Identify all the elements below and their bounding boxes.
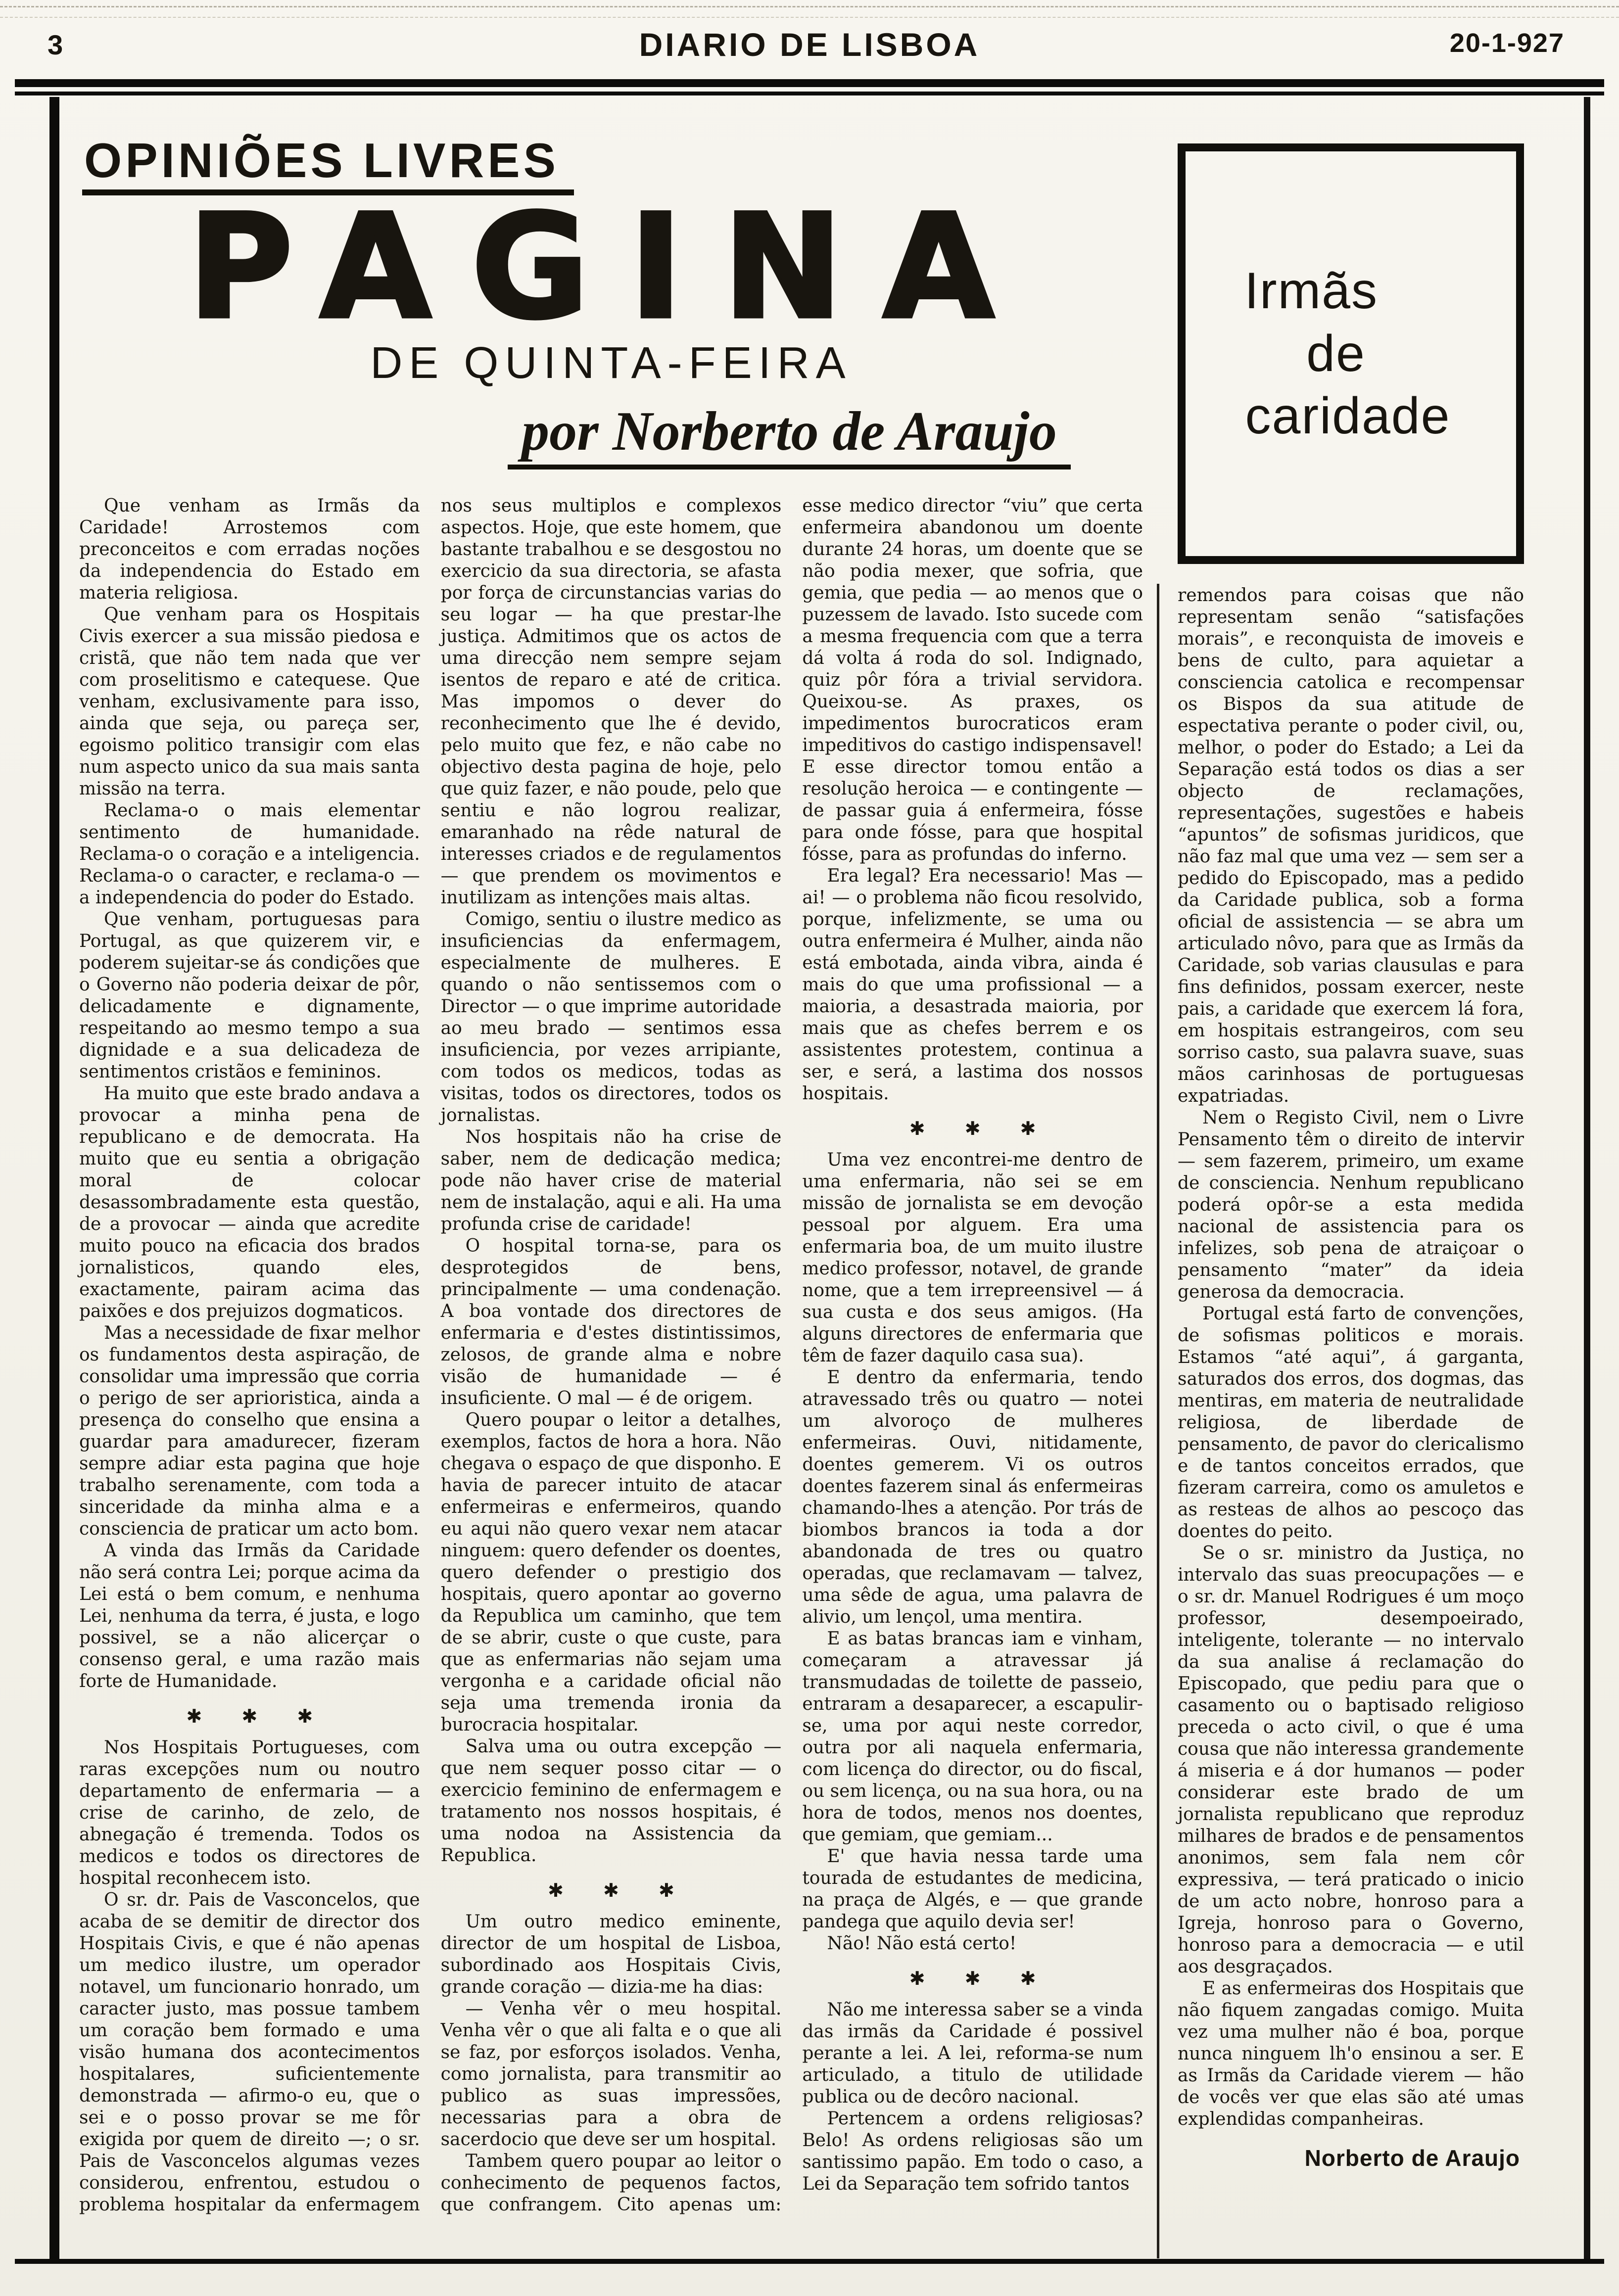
newspaper-title: DIARIO DE LISBOA	[639, 26, 980, 63]
issue-date: 20-1-927	[1449, 28, 1565, 58]
article-paragraph: remendos para coisas que não representam senão “satisfações morais”, e reconquista de imoveis e bens de culto, para aquietar a consciencia catolica e recompensar os Bispos da sua atitude de espectativa perante o poder civil, ou, melhor, o poder do Estado; a Lei da Separação está todos os dias a ser objecto de reclamações, representações, sugestões e habeis “apuntos” de sofismas juridicos, que não faz mal que uma vez — sem ser a pedido do Episcopado, mas a pedido da Caridade publica, sob a forma oficial de assistencia — se abra um articulado nôvo, para que as Irmãs da Caridade, sob varias clausulas e para fins definidos, possam exercer, neste pais, a caridade que exercem lá fora, em hospitais estrangeiros, com seu sorriso casto, sua palavra suave, suas mãos carinhosas de portuguesas expatriadas.	[1178, 585, 1524, 1106]
section-separator: ✱ ✱ ✱	[909, 1967, 1053, 1989]
section-separator: ✱ ✱ ✱	[548, 1879, 691, 1901]
article-continuation-column	[1178, 585, 1524, 2169]
article-paragraph: Tambem quero poupar ao leitor o conhecimento de pequenos factos, que confrangem. Cito apenas um: esse medico director “viu” que certa enfermeira abandonou um doente durante 24 horas, um doente que se não podia mexer, que sofria, que gemia, que pedia — ao menos que o puzessem de lavado. Isto sucede com a mesma frequencia com que a terra dá volta á roda do sol. Indignado, quiz pôr fóra a trivial servidora. Queixou-se. As praxes, os impedimentos burocraticos eram impeditivos do castigo indispensavel! E esse director tomou então a resolução heroica — e contingente — de passar guia á enfermeira, fósse para onde fósse, para que hospital fósse, para as profundas do inferno.	[440, 495, 1143, 2215]
article-paragraph: Nos Hospitais Portugueses, com raras excepções num ou noutro departamento de enfermaria — a crise de carinho, de zelo, de abnegação é tremenda. Todos os medicos e todos os directores de hospital reconhecem isto.	[79, 1737, 420, 1888]
right-frame-rule	[1584, 97, 1590, 2261]
article-paragraph: Nem o Registo Civil, nem o Livre Pensamento têm o direito de intervir — sem fazerem, primeiro, um exame de consciencia. Nenhum republicano poderá opôr-se a esta medida nacional de assistencia para os infelizes, sob pena de atraiçoar o pensamento “mater” da ideia generosa da democracia.	[1178, 1108, 1524, 1302]
section-separator: ✱ ✱ ✱	[909, 1117, 1053, 1139]
article-headline: PAGINA	[188, 184, 1035, 351]
article-paragraph: Ha muito que este brado andava a provocar a minha pena de republicano e de democrata. Ha muito que eu sentia a obrigação moral de colocar desassombradamente esta questão, de a provocar — ainda que acredite muito pouco na eficacia dos brados jornalisticos, quando eles, exactamente, pairam acima das paixões e dos prejuizos dogmaticos.	[79, 1083, 420, 1321]
article-paragraph: A vinda das Irmãs da Caridade não será contra Lei; porque acima da Lei está o bem comum, e nenhuma Lei, nenhuma da terra, é justa, e logo possivel, se a não alicerçar o consenso geral, e uma razão mais forte de Humanidade.	[79, 1540, 420, 1691]
author-signature: Norberto de Araujo	[1304, 2145, 1520, 2171]
page-content	[79, 109, 1524, 2216]
article-paragraph: — Venha vêr o meu hospital. Venha vêr o que ali falta e o que ali se faz, por esforços isolados. Venha, como jornalista, para transmitir ao publico as suas impressões, necessarias para a obra de sacerdocio que deve ser um hospital.	[440, 1998, 782, 2150]
article-paragraph: Uma vez encontrei-me dentro de uma enfermaria, não sei se em missão de jornalista se em devoção pessoal por alguem. Era uma enfermaria boa, de um muito ilustre medico professor, notavel, de grande nome, que a tem irrepreensivel — á sua custa e dos seus amigos. (Ha alguns directores de enfermaria que têm de fazer daquilo casa sua).	[802, 1149, 1143, 1366]
article-paragraph: Que venham para os Hospitais Civis exercer a sua missão piedosa e cristã, que não tem nada que ver com proselitismo e catequese. Que venham, exclusivamente para isso, ainda que seja, ou pareça ser, egoismo politico transigir com elas num aspecto unico da sua mais santa missão na terra.	[79, 604, 420, 799]
article-paragraph: Que venham, portuguesas para Portugal, as que quizerem vir, e poderem sujeitar-se ás condições que o Governo não poderia deixar de pôr, delicadamente e dignamente, respeitando ao mesmo tempo a sua dignidade e a sua delicadeza de sentimentos cristãos e femininos.	[79, 909, 420, 1082]
article-paragraph: Reclama-o o mais elementar sentimento de humanidade. Reclama-o o coração e a inteligencia. Reclama-o o caracter, e reclama-o — a independencia do poder do Estado.	[79, 800, 420, 908]
section-separator: ✱ ✱ ✱	[186, 1705, 330, 1727]
column-divider-rule	[1157, 584, 1159, 2258]
right-column	[1178, 109, 1524, 2216]
article-byline: por Norberto de Araujo	[508, 401, 1071, 469]
top-dashed-rule	[0, 6, 1619, 7]
article-subheadline: DE QUINTA-FEIRA	[370, 338, 852, 388]
article-paragraph: Salva uma ou outra excepção — que nem sequer posso citar — o exercicio feminino de enfermagem e tratamento nos nossos hospitais, é uma nodoa na Assistencia da Republica.	[440, 1736, 782, 1866]
article-paragraph: Mas a necessidade de fixar melhor os fundamentos desta aspiração, de consolidar uma impressão que corria o perigo de ser aprioristica, ainda a presença do conselho que ensina a guardar para amadurecer, fizeram sempre adiar esta pagina que hoje trabalho serenamente, com toda a sinceridade da minha alma e a consciencia de praticar um acto bom.	[79, 1322, 420, 1539]
bottom-frame-rule	[15, 2259, 1604, 2264]
section-kicker: OPINIÕES LIVRES	[82, 136, 574, 195]
top-dashed-rule-2	[0, 17, 1619, 18]
main-article-section	[79, 109, 1143, 2216]
article-paragraph: Pertencem a ordens religiosas? Belo! As ordens religiosas são um santissimo papão. Em todo o caso, a Lei da Separação tem sofrido tantos	[802, 2108, 1143, 2194]
sidebox-line: de	[1306, 325, 1366, 382]
left-frame-rule	[49, 97, 59, 2264]
page-number: 3	[48, 29, 63, 60]
article-paragraph: Um outro medico eminente, director de um hospital de Lisboa, subordinado aos Hospitais Civis, grande coração — dizia-me ha dias:	[440, 1911, 782, 1997]
article-paragraph: Quero poupar o leitor a detalhes, exemplos, factos de hora a hora. Não chegava o espaço de que disponho. E havia de parecer intuito de atacar enfermeiras e enfermeiros, quando eu aqui não quero vexar nem atacar ninguem: quero defender os doentes, quero defender o prestigio dos hospitais, quero apontar ao governo da Republica um caminho, que tem de se abrir, custe o que custe, para que as enfermarias não sejam uma vergonha e a caridade oficial não seja uma tremenda ironia da burocracia hospitalar.	[440, 1409, 782, 1735]
masthead-double-rule	[15, 79, 1604, 95]
sidebox-line: Irmãs	[1244, 262, 1378, 320]
article-paragraph: Nos hospitais não ha crise de saber, nem de dedicação medica; pode não haver crise de material nem de instalação, aqui e ali. Ha uma profunda crise de caridade!	[440, 1126, 782, 1234]
article-paragraph: O sr. dr. Pais de Vasconcelos, que acaba de se demitir de director dos Hospitais Civis, e que é não apenas um medico ilustre, um operador notavel, um funcionario honrado, um caracter justo, mas possue tambem um coração bem formado e uma visão humana dos acontecimentos hospitalares, suficientemente demonstrada — afirmo-o eu, que o sei e o posso provar se me fôr exigida por quem de direito —; o sr. Pais de Vasconcelos algumas vezes considerou, enfrentou, estudou o problema hospitalar da enfermagem nos seus multiplos e complexos aspectos. Hoje, que este homem, que bastante trabalhou e se desgostou no exercicio da sua directoria, se afasta por força de circunstancias varias do seu logar — ha que prestar-lhe justiça. Admitimos que os actos de uma direcção nem sempre sejam isentos de reparo e até de critica. Mas impomos o dever do reconhecimento que lhe é devido, pelo muito que fez, e não cabe no objectivo desta pagina de hoje, pelo que quiz fazer, e não poude, pelo que sentiu e não logrou realizar, emaranhado na rêde natural de interesses criados e de regulamentos — que prendem os movimentos e inutilizam as intenções mais altas.	[79, 495, 782, 2215]
article-paragraph: Que venham as Irmãs da Caridade! Arrostemos com preconceitos e com erradas noções da independencia do Estado em materia religiosa.	[79, 495, 420, 603]
article-paragraph: E as enfermeiras dos Hospitais que não fiquem zangadas comigo. Muita vez uma mulher não é boa, porque nunca ninguem lh'o ensinou a ser. E as Irmãs da Caridade vierem — hão de vocês ver que elas são até umas explendidas companheiras.	[1178, 1978, 1524, 2129]
article-paragraph: Comigo, sentiu o ilustre medico as insuficiencias da enfermagem, especialmente de mulheres. E quando o não sentissemos com o Director — o que imprime autoridade ao meu brado — sentimos essa insuficiencia, por vezes arripiante, com todos os medicos, todas as visitas, todos os directores, todos os jornalistas.	[440, 909, 782, 1125]
article-paragraph: E' que havia nessa tarde uma tourada de estudantes de medicina, na praça de Algés, e — que grande pandega que aquilo devia ser!	[802, 1846, 1143, 1932]
sisters-of-charity-box	[1178, 143, 1524, 564]
article-body	[79, 495, 1143, 2216]
article-paragraph: E dentro da enfermaria, tendo atravessado três ou quatro — notei um alvoroço de mulheres enfermeiras. Ouvi, nitidamente, doentes gemerem. Vi os outros doentes fazerem sinal ás enfermeiras chamando-lhes a atenção. Por trás de biombos brancos ia toda a dor abandonada de tres ou quatro operadas, que reclamavam — talvez, uma sêde de agua, uma palavra de alivio, um lençol, uma mentira.	[802, 1367, 1143, 1627]
article-paragraph: Era legal? Era necessario! Mas — ai! — o problema não ficou resolvido, porque, infelizmente, se uma ou outra enfermeira é Mulher, ainda não está embotada, ainda vibra, ainda é mais do que uma profissional — a maioria, a desastrada maioria, por mais que as chefes berrem e os assistentes protestem, continua a ser, e será, a lastima dos nossos hospitais.	[802, 865, 1143, 1104]
article-paragraph: Não me interessa saber se a vinda das irmãs da Caridade é possivel perante a lei. A lei, reforma-se num articulado, a titulo de utilidade publica ou de decôro nacional.	[802, 1999, 1143, 2107]
article-paragraph: Se o sr. ministro da Justiça, no intervalo das suas preocupações — e o sr. dr. Manuel Rodrigues é um moço professor, desempoeirado, inteligente, tolerante — no intervalo da sua analise á reclamação do Episcopado, que pediu para que o casamento ou o baptisado religioso preceda o acto civil, o que é uma cousa que não interessa grandemente á miseria e á dor humanos — poder considerar este brado de um jornalista republicano que reproduz milhares de brados e de pensamentos anonimos, sem fala nem côr expressiva, — terá praticado o inicio de um acto nobre, honroso para a Igreja, honroso para o Governo, honroso para a democracia — e util aos desgraçados.	[1178, 1543, 1524, 1977]
article-paragraph: Não! Não está certo!	[827, 1933, 1017, 1954]
article-paragraph: E as batas brancas iam e vinham, começaram a atravessar já transmudadas de toilette de passeio, entraram a desaparecer, a escapulir-se, uma por aqui neste corredor, outra por ali naquela enfermaria, com licença do director, ou do fiscal, ou sem licença, ou na sua hora, ou na hora de todos, menos nos doentes, que gemiam, que gemiam...	[802, 1628, 1143, 1845]
article-paragraph: O hospital torna-se, para os desprotegidos de bens, principalmente — uma condenação. A boa vontade dos directores de enfermaria e d'estes distintissimos, zelosos, de grande alma e nobre visão de humanidade — é insuficiente. O mal — é de origem.	[440, 1235, 782, 1408]
sidebox-line: caridade	[1245, 387, 1451, 445]
article-paragraph: Portugal está farto de convenções, de sofismas politicos e morais. Estamos “até aqui”, á garganta, saturados dos erros, dos dogmas, das mentiras, em materia de neutralidade religiosa, de liberdade de pensamento, de pavor do clericalismo e de tantos conceitos errados, que fizeram carreira, como os amuletos e as resteas de alhos ao pescoço das doentes do peito.	[1178, 1304, 1524, 1542]
